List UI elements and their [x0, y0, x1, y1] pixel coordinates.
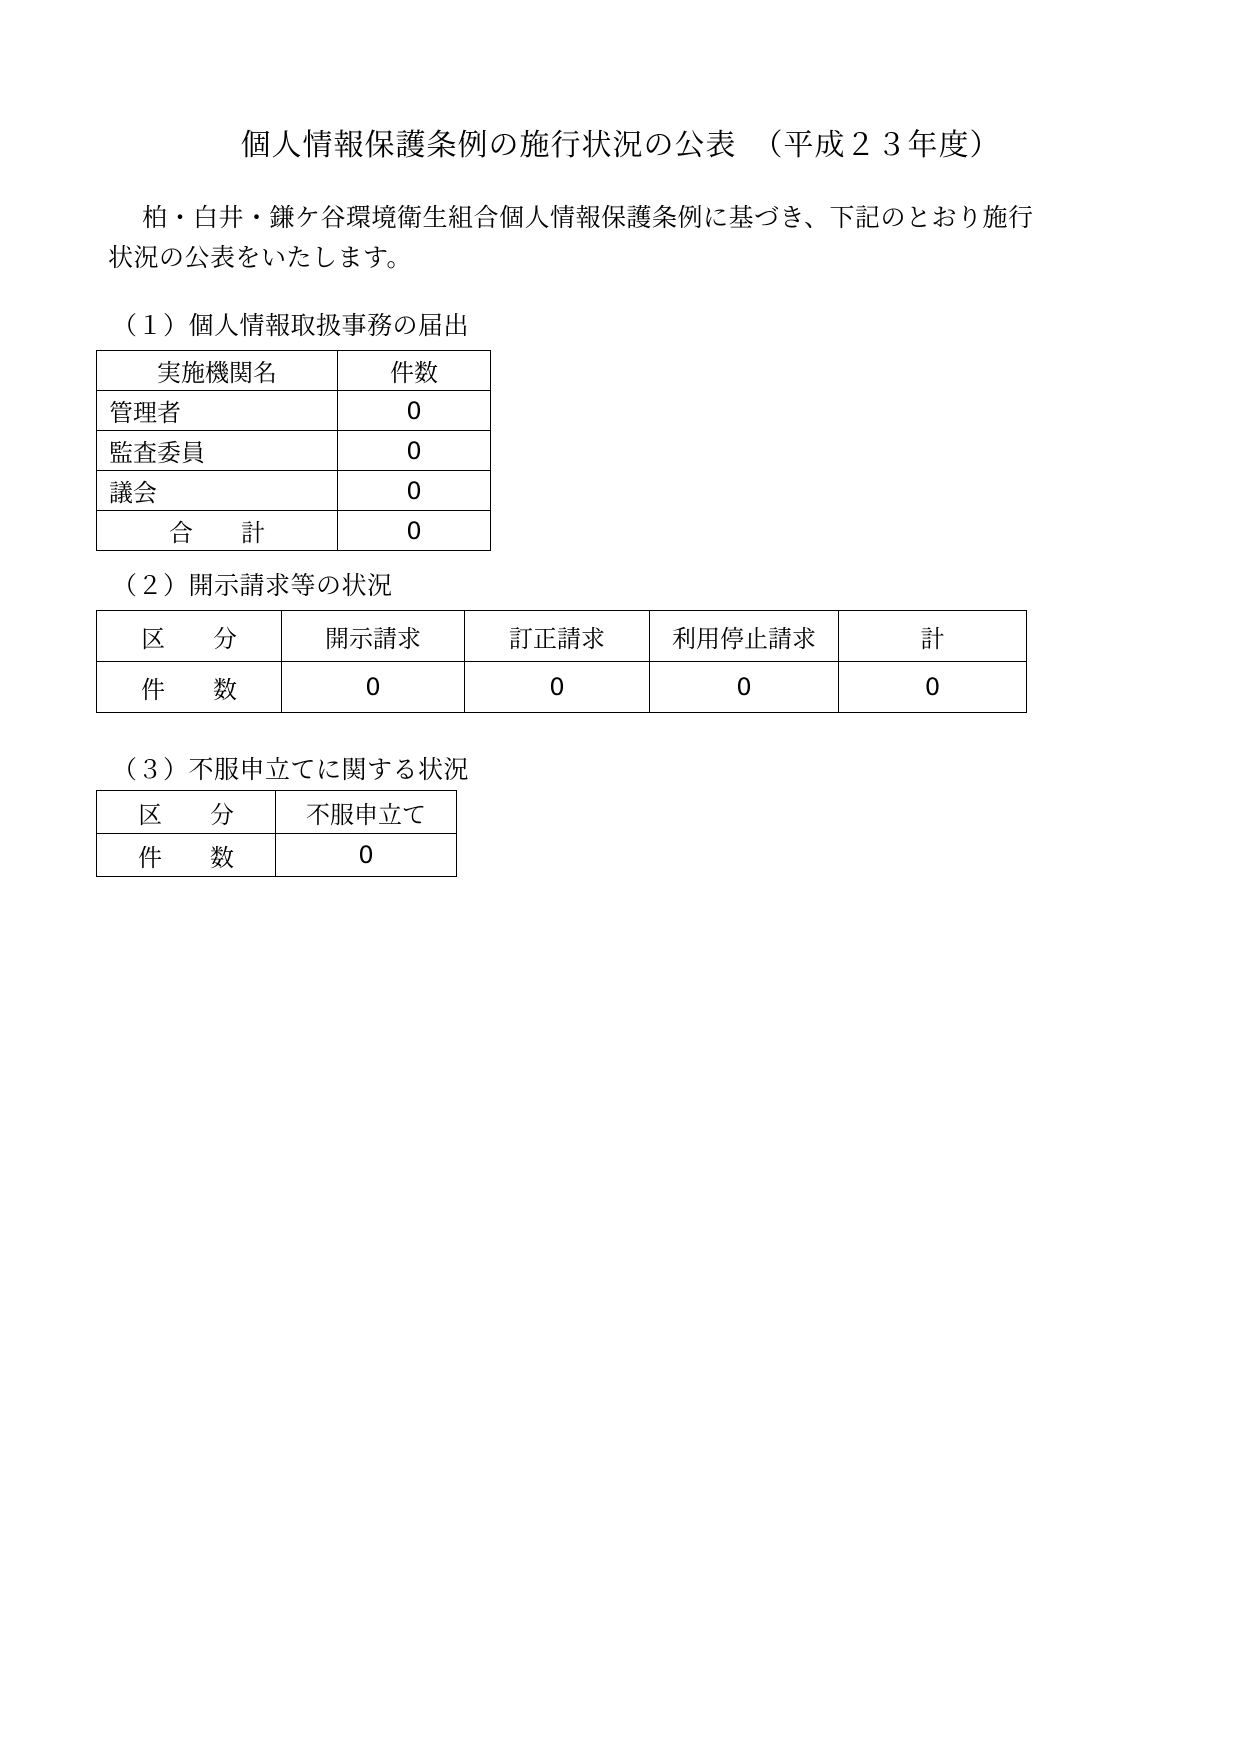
column-header-category: 区 分 [97, 611, 282, 662]
column-header-total: 計 [839, 611, 1027, 662]
column-header-organization: 実施機関名 [97, 351, 338, 391]
column-header-suspension-request: 利用停止請求 [650, 611, 839, 662]
row-label-count: 件 数 [97, 834, 276, 877]
row-value-total: 0 [338, 511, 491, 551]
notifications-table [96, 350, 491, 551]
table-row [97, 834, 457, 877]
row-value-total: 0 [839, 662, 1027, 713]
appeals-table [96, 790, 457, 877]
row-label-auditor: 監査委員 [97, 431, 338, 471]
column-header-correction-request: 訂正請求 [465, 611, 650, 662]
table-row [97, 662, 1027, 713]
table-row [97, 471, 491, 511]
section-2-heading: （２）開示請求等の状況 [112, 571, 393, 600]
row-value-manager: 0 [338, 391, 491, 431]
intro-paragraph [108, 198, 1138, 278]
column-header-disclosure-request: 開示請求 [282, 611, 465, 662]
column-header-count: 件数 [338, 351, 491, 391]
row-value-disclosure-request: 0 [282, 662, 465, 713]
row-value-suspension-request: 0 [650, 662, 839, 713]
table-row [97, 391, 491, 431]
table-header-row [97, 351, 491, 391]
row-label-manager: 管理者 [97, 391, 338, 431]
row-value-auditor: 0 [338, 431, 491, 471]
section-1-heading: （１）個人情報取扱事務の届出 [112, 311, 470, 340]
table-row-total [97, 511, 491, 551]
intro-line-1: 柏・白井・鎌ケ谷環境衛生組合個人情報保護条例に基づき、下記のとおり施行 [142, 203, 1034, 232]
row-value-assembly: 0 [338, 471, 491, 511]
page-title: 個人情報保護条例の施行状況の公表 （平成２３年度） [240, 128, 1001, 163]
row-value-correction-request: 0 [465, 662, 650, 713]
column-header-category: 区 分 [97, 791, 276, 834]
section-3-heading: （３）不服申立てに関する状況 [112, 755, 470, 784]
intro-line-2: 状況の公表をいたします。 [108, 243, 413, 272]
row-label-assembly: 議会 [97, 471, 338, 511]
disclosure-requests-table [96, 610, 1027, 713]
table-row [97, 431, 491, 471]
column-header-appeal: 不服申立て [276, 791, 457, 834]
row-value-appeal: 0 [276, 834, 457, 877]
table-header-row [97, 791, 457, 834]
row-label-count: 件 数 [97, 662, 282, 713]
row-label-total: 合 計 [97, 511, 338, 551]
table-header-row [97, 611, 1027, 662]
